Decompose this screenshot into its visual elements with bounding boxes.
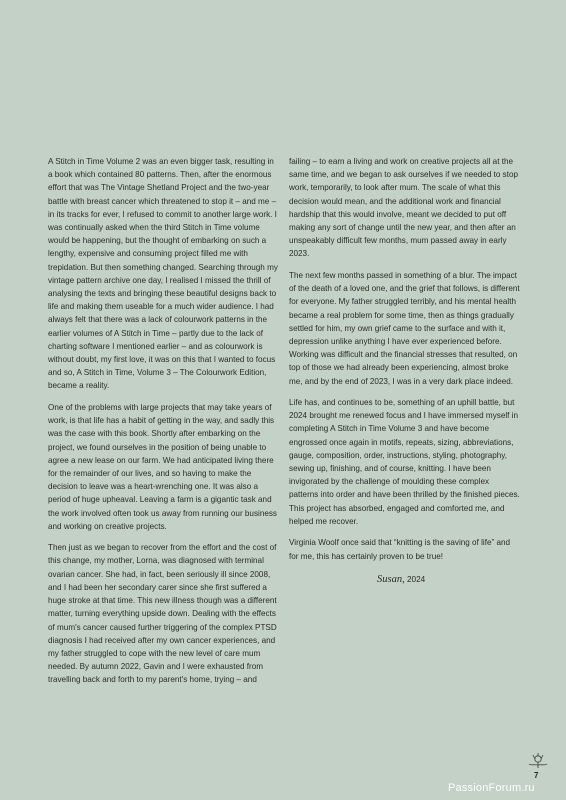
page-number: 7 xyxy=(534,771,539,780)
signature-year: 2024 xyxy=(406,574,426,584)
paragraph: failing – to earn a living and work on creative projects all at the same time, and we began to ask ourselves if we needed to stop work, temporarily, to look after mum. The scale of what this decision would mean, and the additional work and financial hardship that this would involve, meant we decided to put off making any sort of change until the new year, and then after an unspeakably difficult few months, mum passed away in early 2023. xyxy=(289,157,518,259)
signature xyxy=(289,573,520,586)
paragraph: Life has, and continues to be, something of an uphill battle, but 2024 brought me renewed focus and I have immersed myself in completing A Stitch in Time Volume 3 and have become engrossed once again in motifs, repeats, sizing, abbreviations, gauge, composition, order, instructions, styling, photography, sewing up, finishing, and of course, knitting. I have been invigorated by the challenge of moulding these complex patterns into order and have been thrilled by the finished pieces. This project has absorbed, engaged and comforted me, and helped me recover. xyxy=(289,398,520,526)
paragraph: One of the problems with large projects that may take years of work, is that life has a habit of getting in the way, and sadly this was the case with this book. Shortly after embarking on the project, we found ourselves in the position of being unable to agree a new lease on our farm. We had anticipated living there for the remainder of our lives, and so having to make the decision to leave was a heart-wrenching one. It was also a period of huge upheaval. Leaving a farm is a gigantic task and the work involved often took us away from running our business and working on creative projects. xyxy=(48,402,277,531)
paragraph: The next few months passed in something of a blur. The impact of the death of a loved one, and the grief that follows, is different for everyone. My father struggled terribly, and his mental health became a real problem for some time, then as things gradually settled for him, my own grief came to the surface and with it, depression unlike anything I have ever experienced before. Working was difficult and the financial stresses that resulted, on top of those we had already been experiencing, almost broke me, and by the end of 2023, I was in a very dark place indeed. xyxy=(289,270,520,386)
signature-name: Susan, xyxy=(377,573,405,585)
thistle-ornament-icon xyxy=(524,752,552,770)
paragraph: Virginia Woolf once said that “knitting is the saving of life” and for me, this has certainly proven to be true! xyxy=(289,538,511,561)
paragraph: Then just as we began to recover from the effort and the cost of this change, my mother, Lorna, was diagnosed with terminal ovarian cancer. She had, in fact, been seriously ill since 2008, and I had been her secondary carer since she first suffered a huge stroke at that time. This new illness though was a different matter, turning everything upside down. Dealing with the effects of mum's cancer caused further triggering of the complex PTSD diagnosis I had received after my own cancer experiences, and my father struggled to cope with the new level of care mum needed. By autumn 2022, Gavin and I were exhausted from travelling back and forth to my parent's home, trying – and xyxy=(48,543,277,685)
left-column xyxy=(48,155,278,695)
paragraph: A Stitch in Time Volume 2 was an even bigger task, resulting in a book which contained 80 patterns. Then, after the enormous effort that was The Vintage Shetland Project and the two-year battle with breast cancer which threatened to stop it – and me – in its tracks for ever, I refused to commit to another large work. I was continually asked when the third Stitch in Time volume would be happening, but the thought of embarking on such a lengthy, expensive and consuming project filled me with trepidation. But then something changed. Searching through my vintage pattern archive one day, I realised I missed the thrill of analysing the texts and bringing these beautiful designs back to life and making them useable for a much wider audience. I had always felt that there was a lack of colourwork patterns in the earlier volumes of A Stitch in Time – partly due to the lack of charting software I mentioned earlier – and as colourwork is without doubt, my first love, it was on this that I wanted to focus and so, A Stitch in Time, Volume 3 – The Colourwork Edition, became a reality. xyxy=(48,157,278,391)
watermark: PassionForum.ru xyxy=(448,782,535,794)
right-column xyxy=(289,155,520,594)
